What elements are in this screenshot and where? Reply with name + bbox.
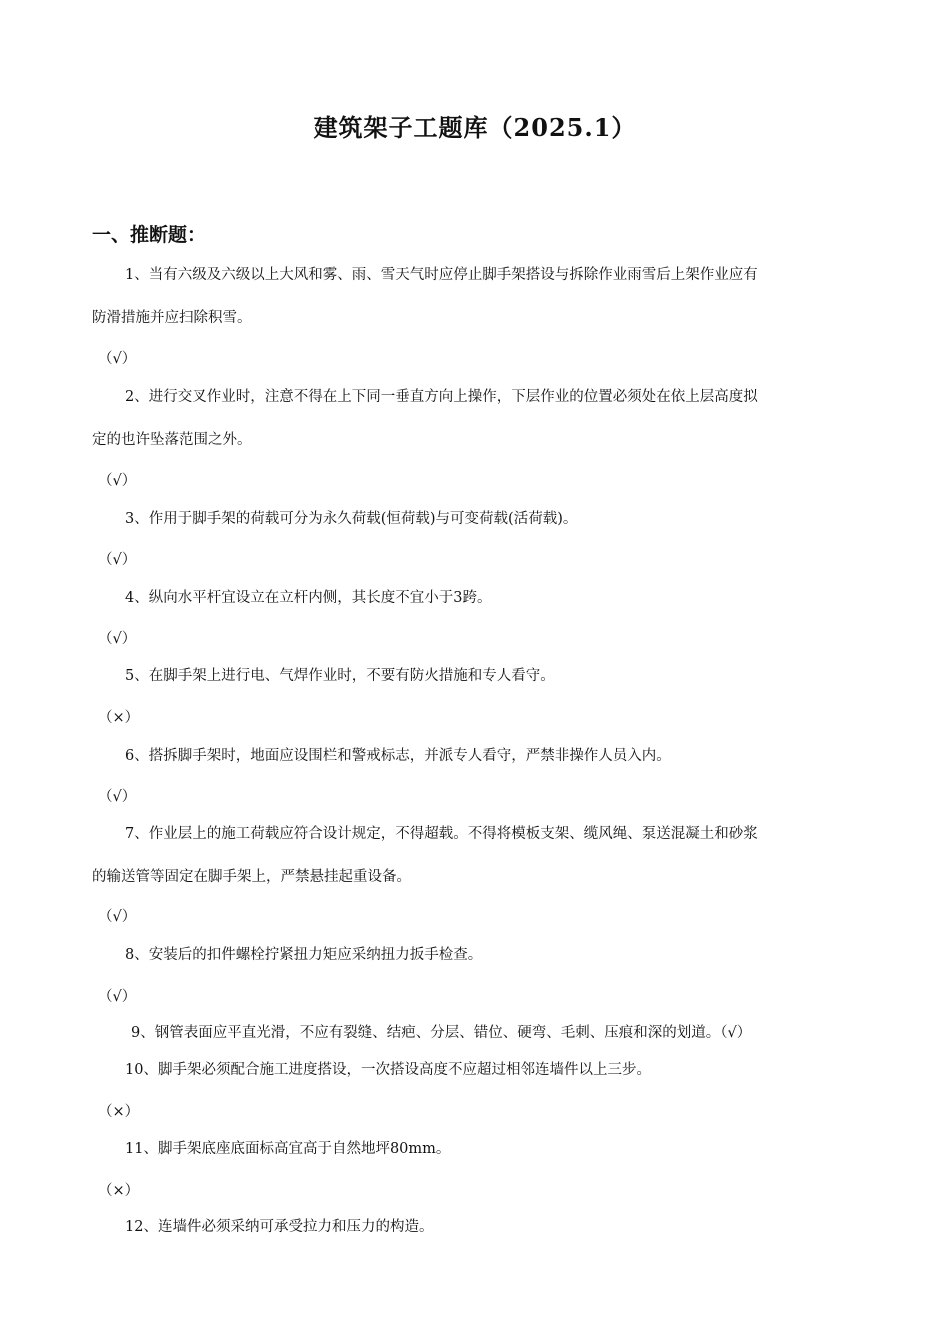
question-5-line-1: 5、在脚手架上进行电、气焊作业时，不要有防火措施和专人看守。 [125, 668, 555, 684]
question-7-line-2: 的输送管等固定在脚手架上，严禁悬挂起重设备。 [92, 869, 411, 885]
question-5-answer: （×） [98, 710, 140, 726]
section-heading: 一、推断题： [92, 224, 207, 246]
page-title: 建筑架子工题库（2025.1） [313, 113, 637, 142]
question-8-line-1: 8、安装后的扣件螺栓拧紧扭力矩应采纳扭力扳手检查。 [125, 947, 483, 963]
question-2-answer: （√） [98, 473, 137, 489]
question-1-line-1: 1、当有六级及六级以上大风和雾、雨、雪天气时应停止脚手架搭设与拆除作业雨雪后上架作业应有 [125, 267, 758, 283]
question-10-line-1: 10、脚手架必须配合施工进度搭设，一次搭设高度不应超过相邻连墙件以上三步。 [125, 1062, 651, 1078]
question-11-answer: （×） [98, 1183, 140, 1199]
question-7-answer: （√） [98, 909, 137, 925]
question-1-line-2: 防滑措施并应扫除积雪。 [92, 310, 252, 326]
question-11-line-1: 11、脚手架底座底面标高宜高于自然地坪80mm。 [125, 1141, 451, 1157]
question-12-line-1: 12、连墙件必须采纳可承受拉力和压力的构造。 [125, 1219, 434, 1235]
question-4-answer: （√） [98, 631, 137, 647]
question-1-answer: （√） [98, 351, 137, 367]
question-4-line-1: 4、纵向水平杆宜设立在立杆内侧，其长度不宜小于3跨。 [125, 590, 492, 606]
question-2-line-1: 2、进行交叉作业时，注意不得在上下同一垂直方向上操作，下层作业的位置必须处在依上层高度拟 [125, 389, 758, 405]
question-10-answer: （×） [98, 1104, 140, 1120]
question-3-line-1: 3、作用于脚手架的荷载可分为永久荷载(恒荷载)与可变荷载(活荷载)。 [125, 511, 578, 527]
question-7-line-1: 7、作业层上的施工荷载应符合设计规定，不得超载。不得将模板支架、缆风绳、泵送混凝土和砂浆 [125, 826, 758, 842]
question-8-answer: （√） [98, 989, 137, 1005]
question-9-line-1: 9、钢管表面应平直光滑，不应有裂缝、结疤、分层、错位、硬弯、毛刺、压痕和深的划道。（√） [131, 1025, 752, 1041]
question-2-line-2: 定的也许坠落范围之外。 [92, 432, 252, 448]
question-3-answer: （√） [98, 552, 137, 568]
question-6-answer: （√） [98, 789, 137, 805]
question-6-line-1: 6、搭拆脚手架时，地面应设围栏和警戒标志，并派专人看守，严禁非操作人员入内。 [125, 748, 671, 764]
